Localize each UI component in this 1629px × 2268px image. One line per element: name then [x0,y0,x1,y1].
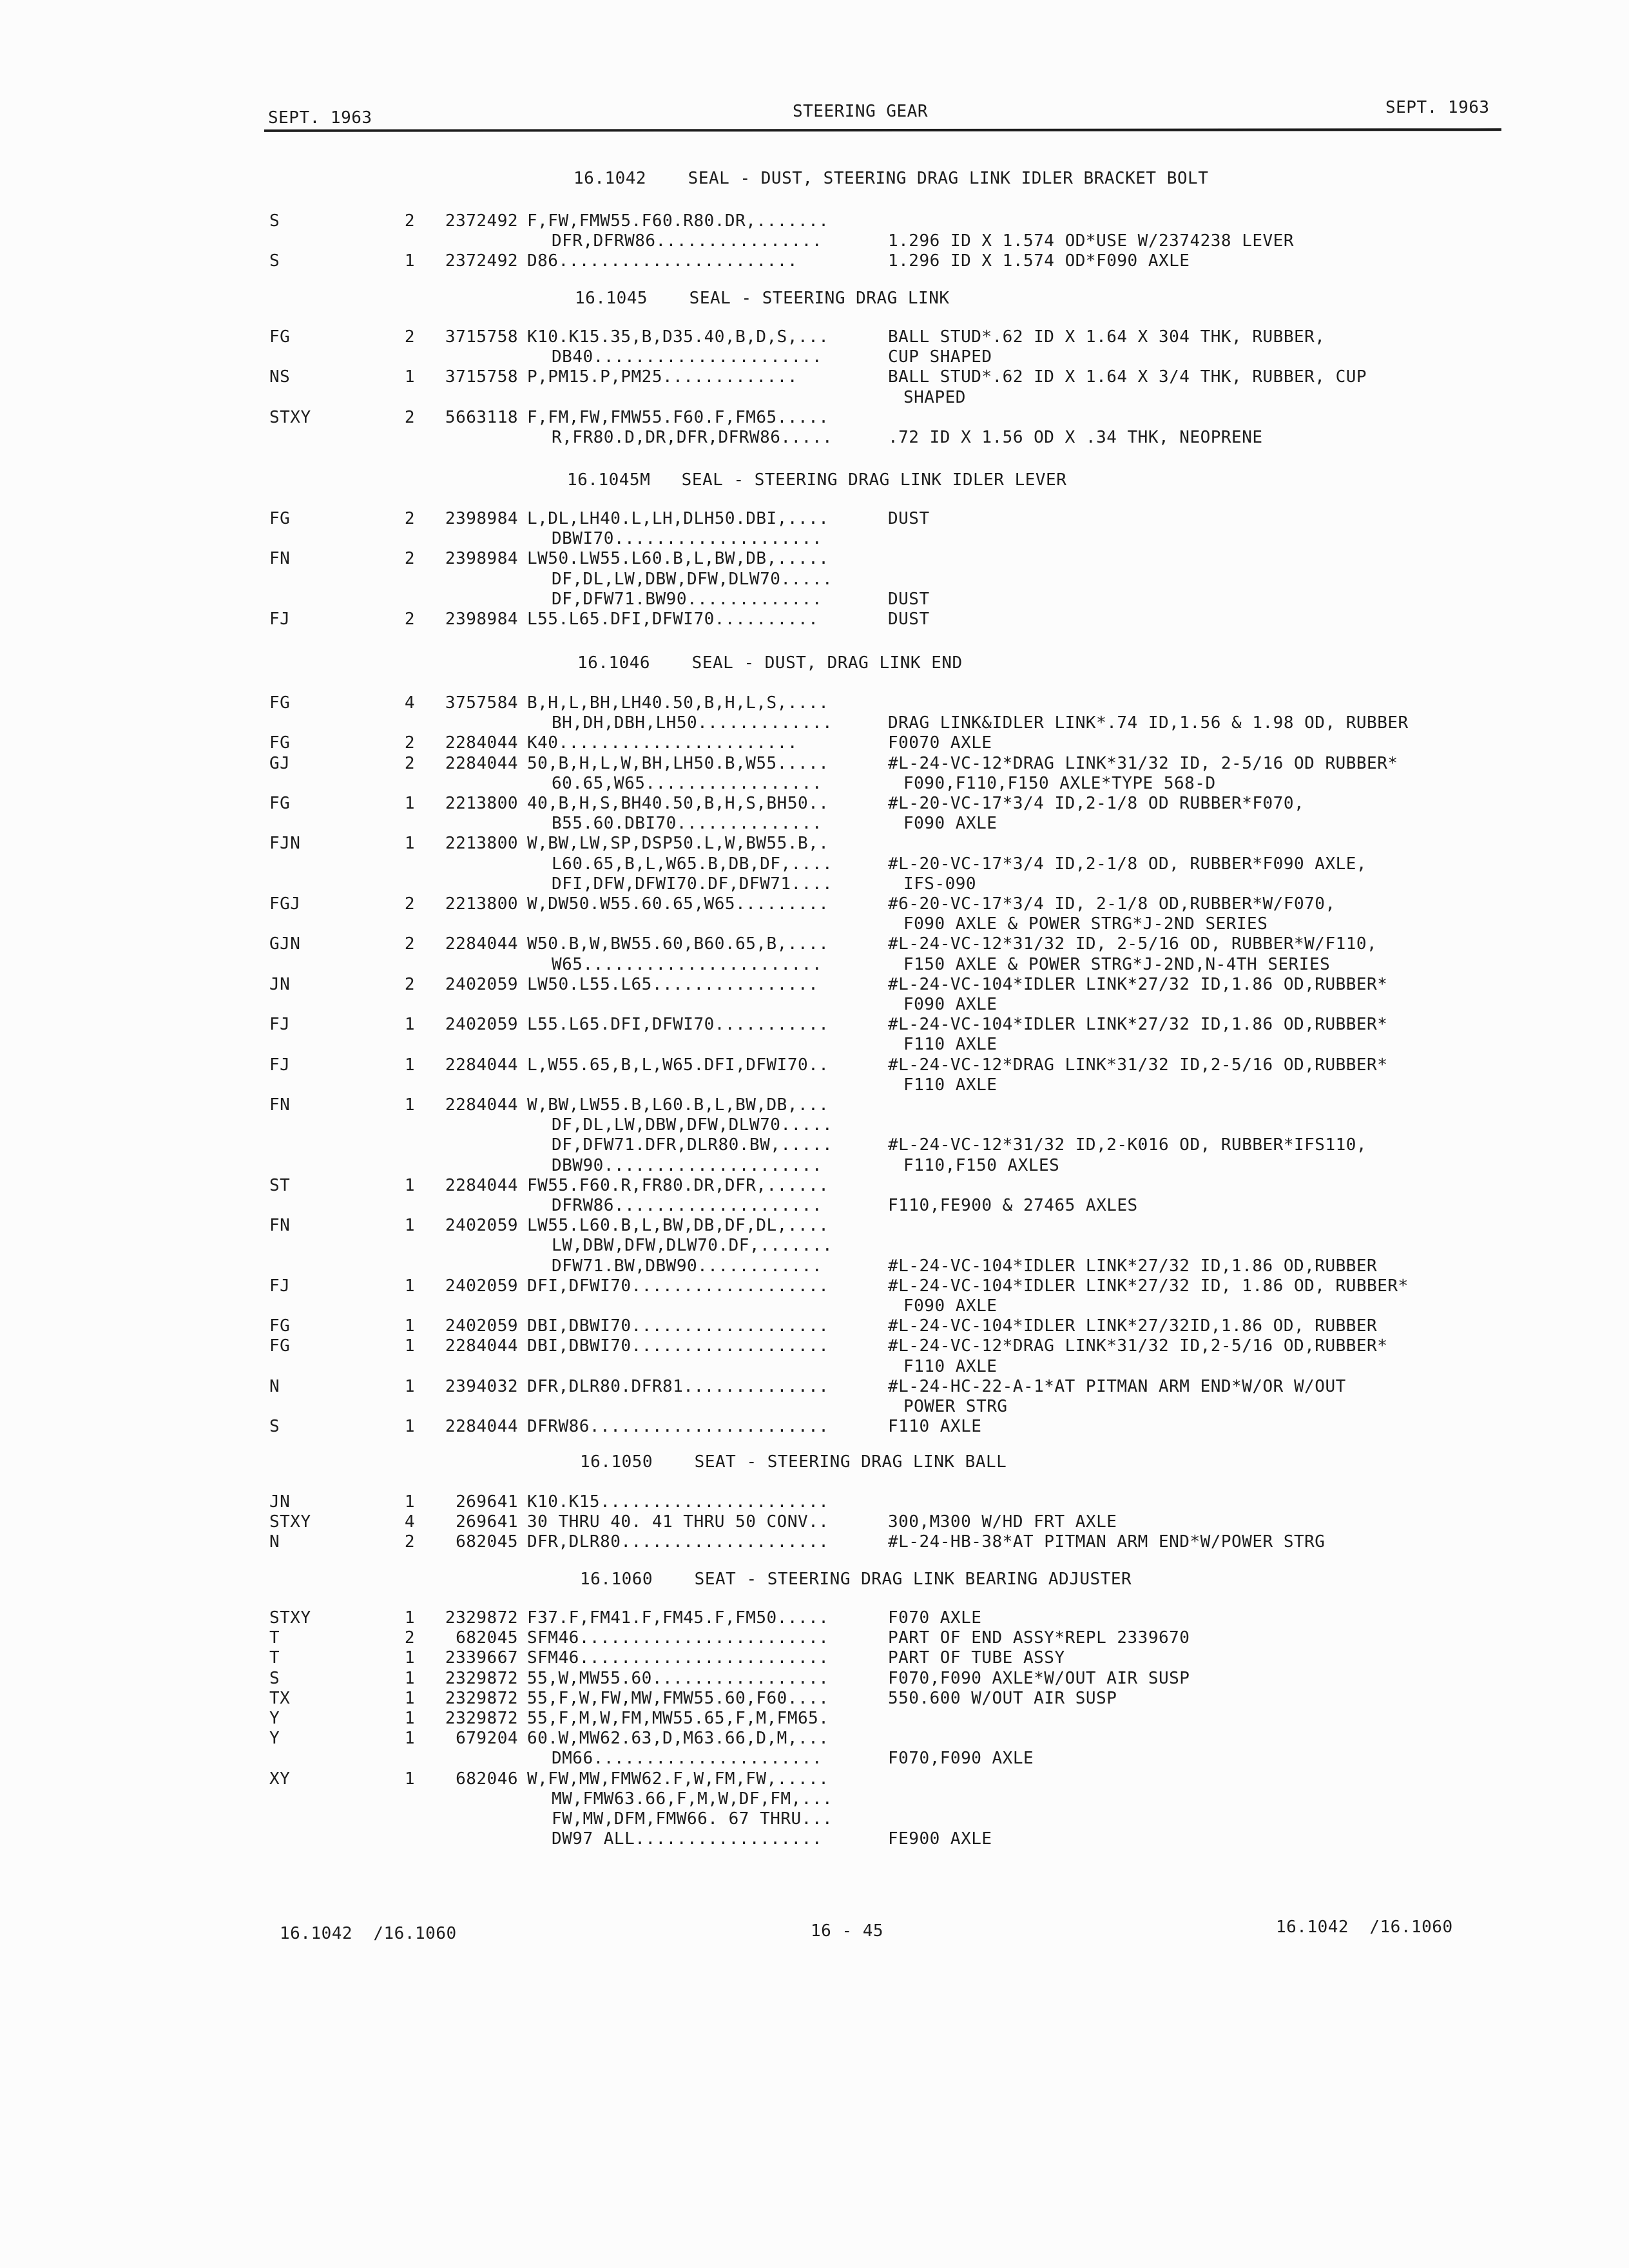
application-models: MW,FMW63.66,F,M,W,DF,FM,... [552,1789,833,1809]
description: #L-24-VC-104*IDLER LINK*27/32ID,1.86 OD, RUBBER [888,1316,1378,1336]
table-row [0,327,1629,348]
table-row [0,1035,1629,1055]
part-number: 2339667 [445,1648,518,1668]
table-row [0,509,1629,530]
part-number: 2284044 [445,1175,518,1195]
table-row [0,1608,1629,1629]
quantity: 1 [404,1688,415,1708]
part-number: 2402059 [445,974,518,994]
model-code: FG [269,327,291,347]
model-code: S [269,251,280,271]
table-row [0,713,1629,734]
table-row [0,1377,1629,1398]
model-code: STXY [269,1512,311,1532]
quantity: 1 [404,1055,415,1075]
quantity: 1 [404,1709,415,1728]
quantity: 1 [404,1376,415,1396]
part-number: 2213800 [445,794,518,813]
part-number: 3715758 [445,367,518,387]
table-row [0,1216,1629,1236]
application-models: SFM46........................ [527,1628,829,1648]
part-number: 682045 [456,1628,518,1648]
quantity: 1 [404,1216,415,1236]
quantity: 2 [404,1628,415,1648]
application-models: LW,DBW,DFW,DLW70.DF,....... [552,1236,833,1256]
description: #L-20-VC-17*3/4 ID,2-1/8 OD, RUBBER*F090 AXLE, [888,854,1367,874]
description: #L-24-VC-104*IDLER LINK*27/32 ID, 1.86 OD, RUBBER* [888,1276,1409,1296]
table-row [0,1809,1629,1830]
part-number: 2329872 [445,1668,518,1688]
description: 550.600 W/OUT AIR SUSP [888,1688,1117,1708]
description: F110 AXLE [888,1417,982,1437]
application-models: DFR,DLR80.................... [527,1532,829,1552]
part-number: 2284044 [445,753,518,773]
table-row [0,590,1629,610]
table-row [0,1256,1629,1277]
table-row [0,1689,1629,1709]
quantity: 1 [404,1492,415,1512]
application-models: SFM46........................ [527,1648,829,1668]
part-number: 2372492 [445,211,518,231]
part-number: 2284044 [445,1055,518,1075]
model-code: FGJ [269,894,301,914]
table-row [0,549,1629,570]
section-title: 16.1060 SEAT - STEERING DRAG LINK BEARING ADJUSTER [580,1570,1132,1589]
application-models: DF,DL,LW,DBW,DFW,DLW70..... [552,1115,833,1135]
model-code: FJ [269,1276,291,1296]
table-row [0,1336,1629,1357]
model-code: STXY [269,407,311,427]
model-code: FG [269,693,291,713]
description: F110,F150 AXLES [903,1155,1060,1175]
description: PART OF END ASSY*REPL 2339670 [888,1628,1190,1648]
table-row [0,934,1629,955]
table-row [0,814,1629,834]
description: F070,F090 AXLE*W/OUT AIR SUSP [888,1668,1190,1688]
part-number: 2329872 [445,1709,518,1728]
description: #L-24-VC-104*IDLER LINK*27/32 ID,1.86 OD,RUBBER [888,1256,1378,1276]
table-row [0,1729,1629,1749]
description: PART OF TUBE ASSY [888,1648,1065,1668]
quantity: 1 [404,794,415,813]
application-models: D86....................... [527,251,798,271]
description: CUP SHAPED [888,347,992,367]
page-number: 16 - 45 [811,1921,884,1941]
application-models: L,DL,LH40.L,LH,DLH50.DBI,.... [527,509,829,528]
application-models: K40....................... [527,733,798,753]
quantity: 1 [404,251,415,271]
description: #6-20-VC-17*3/4 ID, 2-1/8 OD,RUBBER*W/F070, [888,894,1336,914]
application-models: DF,DFW71.BW90............. [552,589,822,609]
quantity: 1 [404,1729,415,1749]
application-models: F,FM,FW,FMW55.F60.F,FM65..... [527,407,829,427]
table-row [0,1669,1629,1689]
application-models: DBWI70.................... [552,529,822,549]
table-row [0,995,1629,1015]
quantity: 4 [404,1512,415,1532]
application-models: 60.65,W65................. [552,773,822,793]
description: F090 AXLE [903,1296,998,1316]
part-number: 2284044 [445,733,518,753]
table-row [0,1276,1629,1297]
part-number: 2402059 [445,1216,518,1236]
description: F090 AXLE [903,814,998,834]
application-models: LW50.LW55.L60.B,L,BW,DB,..... [527,549,829,569]
table-row [0,1015,1629,1035]
quantity: 2 [404,211,415,231]
description: #L-24-VC-12*DRAG LINK*31/32 ID, 2-5/16 OD RUBBER* [888,753,1398,773]
quantity: 1 [404,1648,415,1668]
header-rule [264,128,1501,132]
quantity: 1 [404,1276,415,1296]
header-title: STEERING GEAR [793,102,928,121]
table-row [0,1648,1629,1669]
model-code: STXY [269,1608,311,1628]
model-code: FJN [269,834,301,854]
application-models: B55.60.DBI70.............. [552,814,822,834]
application-models: DF,DL,LW,DBW,DFW,DLW70..... [552,569,833,589]
part-number: 2402059 [445,1015,518,1035]
part-number: 2329872 [445,1608,518,1628]
description: SHAPED [903,387,966,407]
model-code: FN [269,1216,291,1236]
description: F110 AXLE [903,1035,998,1055]
model-code: FN [269,1095,291,1115]
model-code: FG [269,794,291,813]
application-models: P,PM15.P,PM25............. [527,367,798,387]
model-code: FG [269,509,291,528]
application-models: DFRW86....................... [527,1417,829,1437]
application-models: K10.K15.35,B,D35.40,B,D,S,... [527,327,829,347]
quantity: 2 [404,549,415,569]
quantity: 2 [404,1532,415,1552]
description: 1.296 ID X 1.574 OD*F090 AXLE [888,251,1190,271]
description: #L-24-VC-12*31/32 ID, 2-5/16 OD, RUBBER*W/F110, [888,934,1378,954]
section-title: 16.1046 SEAL - DUST, DRAG LINK END [577,653,963,673]
quantity: 2 [404,753,415,773]
application-models: 55,W,MW55.60................. [527,1668,829,1688]
application-models: W65....................... [552,954,822,974]
application-models: F37.F,FM41.F,FM45.F,FM50..... [527,1608,829,1628]
model-code: FG [269,733,291,753]
application-models: W,FW,MW,FMW62.F,W,FM,FW,..... [527,1769,829,1789]
table-row [0,1236,1629,1256]
quantity: 1 [404,367,415,387]
table-row [0,1512,1629,1533]
table-row [0,231,1629,252]
table-row [0,834,1629,854]
section-title: 16.1045M SEAL - STEERING DRAG LINK IDLER LEVER [567,470,1067,490]
model-code: FJ [269,1015,291,1035]
application-models: 55,F,W,FW,MW,FMW55.60,F60.... [527,1688,829,1708]
description: DUST [888,509,930,528]
quantity: 1 [404,1769,415,1789]
part-number: 269641 [456,1512,518,1532]
quantity: 1 [404,834,415,854]
application-models: DM66...................... [552,1749,822,1769]
model-code: FJ [269,1055,291,1075]
model-code: T [269,1648,280,1668]
table-row [0,1156,1629,1177]
part-number: 682045 [456,1532,518,1552]
part-number: 5663118 [445,407,518,427]
application-models: DFR,DFRW86................ [552,231,822,251]
application-models: W,BW,LW55.B,L60.B,L,BW,DB,... [527,1095,829,1115]
part-number: 269641 [456,1492,518,1512]
application-models: F,FW,FMW55.F60.R80.DR,....... [527,211,829,231]
application-models: DW97 ALL.................. [552,1829,822,1849]
description: #L-24-VC-12*DRAG LINK*31/32 ID,2-5/16 OD,RUBBER* [888,1055,1388,1075]
quantity: 1 [404,1668,415,1688]
table-row [0,1628,1629,1649]
table-row [0,794,1629,814]
part-number: 682046 [456,1769,518,1789]
application-models: DBI,DBWI70................... [527,1336,829,1356]
description: F090 AXLE & POWER STRG*J-2ND SERIES [903,914,1268,934]
footer-range-left: 16.1042 /16.1060 [280,1924,457,1943]
application-models: FW55.F60.R,FR80.DR,DFR,...... [527,1175,829,1195]
model-code: TX [269,1688,291,1708]
description: F0070 AXLE [888,733,992,753]
table-row [0,975,1629,995]
description: F090 AXLE [903,995,998,1014]
application-models: W,BW,LW,SP,DSP50.L,W,BW55.B,. [527,834,829,854]
description: BALL STUD*.62 ID X 1.64 X 304 THK, RUBBER, [888,327,1325,347]
part-number: 2284044 [445,1417,518,1437]
table-row [0,1417,1629,1437]
part-number: 2398984 [445,549,518,569]
part-number: 3715758 [445,327,518,347]
model-code: FJ [269,610,291,629]
description: F110,FE900 & 27465 AXLES [888,1196,1138,1215]
table-row [0,955,1629,975]
quantity: 2 [404,974,415,994]
model-code: ST [269,1175,291,1195]
description: 300,M300 W/HD FRT AXLE [888,1512,1117,1532]
table-row [0,854,1629,875]
application-models: DFW71.BW,DBW90............ [552,1256,822,1276]
table-row [0,914,1629,935]
description: BALL STUD*.62 ID X 1.64 X 3/4 THK, RUBBER, CUP [888,367,1367,387]
part-number: 3757584 [445,693,518,713]
application-models: L55.L65.DFI,DFWI70.......... [527,610,819,629]
quantity: 1 [404,1316,415,1336]
application-models: B,H,L,BH,LH40.50,B,H,L,S,.... [527,693,829,713]
application-models: 30 THRU 40. 41 THRU 50 CONV.. [527,1512,829,1532]
model-code: S [269,1417,280,1437]
footer-range-right: 16.1042 /16.1060 [1276,1917,1453,1937]
quantity: 1 [404,1175,415,1195]
part-number: 2213800 [445,894,518,914]
model-code: S [269,1668,280,1688]
table-row [0,388,1629,408]
description: #L-24-VC-12*31/32 ID,2-K016 OD, RUBBER*IFS110, [888,1135,1367,1155]
model-code: N [269,1376,280,1396]
application-models: W50.B,W,BW55.60,B60.65,B,.... [527,934,829,954]
description: F110 AXLE [903,1356,998,1376]
quantity: 2 [404,934,415,954]
part-number: 679204 [456,1729,518,1749]
quantity: 1 [404,1417,415,1437]
table-row [0,754,1629,774]
application-models: 50,B,H,L,W,BH,LH50.B,W55..... [527,753,829,773]
application-models: LW50.L55.L65................ [527,974,819,994]
model-code: FN [269,549,291,569]
table-row [0,1075,1629,1096]
table-row [0,733,1629,754]
application-models: DBW90..................... [552,1155,822,1175]
table-row [0,1095,1629,1116]
description: F070,F090 AXLE [888,1749,1034,1769]
table-row [0,1296,1629,1317]
quantity: 1 [404,1015,415,1035]
model-code: JN [269,1492,291,1512]
model-code: NS [269,367,291,387]
table-row [0,251,1629,272]
section-title: 16.1050 SEAT - STEERING DRAG LINK BALL [580,1452,1007,1472]
description: #L-24-VC-104*IDLER LINK*27/32 ID,1.86 OD,RUBBER* [888,1015,1388,1035]
table-row [0,1789,1629,1810]
description: .72 ID X 1.56 OD X .34 THK, NEOPRENE [888,428,1263,447]
description: F110 AXLE [903,1075,998,1095]
quantity: 1 [404,1095,415,1115]
table-row [0,1357,1629,1378]
application-models: FW,MW,DFM,FMW66. 67 THRU... [552,1809,833,1829]
table-row [0,1196,1629,1216]
application-models: LW55.L60.B,L,BW,DB,DF,DL,.... [527,1216,829,1236]
model-code: GJN [269,934,301,954]
table-row [0,1769,1629,1790]
part-number: 2329872 [445,1688,518,1708]
table-row [0,347,1629,368]
model-code: N [269,1532,280,1552]
quantity: 2 [404,610,415,629]
part-number: 2402059 [445,1276,518,1296]
quantity: 1 [404,1336,415,1356]
model-code: Y [269,1709,280,1728]
table-row [0,367,1629,388]
description: DRAG LINK&IDLER LINK*.74 ID,1.56 & 1.98 OD, RUBBER [888,713,1409,733]
application-models: DB40...................... [552,347,822,367]
table-row [0,774,1629,794]
model-code: Y [269,1729,280,1749]
application-models: BH,DH,DBH,LH50............. [552,713,833,733]
application-models: W,DW50.W55.60.65,W65......... [527,894,829,914]
part-number: 2284044 [445,934,518,954]
description: F070 AXLE [888,1608,982,1628]
header-date-right: SEPT. 1963 [1385,98,1490,117]
table-row [0,1176,1629,1196]
table-row [0,1492,1629,1513]
description: DUST [888,589,930,609]
table-row [0,1749,1629,1769]
model-code: XY [269,1769,291,1789]
table-row [0,1397,1629,1418]
quantity: 1 [404,1608,415,1628]
description: DUST [888,610,930,629]
table-row [0,1532,1629,1553]
quantity: 4 [404,693,415,713]
quantity: 2 [404,509,415,528]
quantity: 2 [404,327,415,347]
table-row [0,428,1629,448]
table-row [0,874,1629,895]
part-number: 2402059 [445,1316,518,1336]
model-code: FG [269,1336,291,1356]
table-row [0,693,1629,714]
description: #L-20-VC-17*3/4 ID,2-1/8 OD RUBBER*F070, [888,794,1305,813]
application-models: 55,F,M,W,FM,MW55.65,F,M,FM65. [527,1709,829,1728]
part-number: 2394032 [445,1376,518,1396]
header-date-left: SEPT. 1963 [268,108,372,128]
table-row [0,894,1629,915]
model-code: FG [269,1316,291,1336]
description: 1.296 ID X 1.574 OD*USE W/2374238 LEVER [888,231,1294,251]
application-models: DFRW86.................... [552,1196,822,1215]
application-models: DBI,DBWI70................... [527,1316,829,1336]
table-row [0,1055,1629,1076]
section-title: 16.1042 SEAL - DUST, STEERING DRAG LINK IDLER BRACKET BOLT [574,169,1209,188]
table-row [0,529,1629,550]
application-models: DF,DFW71.DFR,DLR80.BW,..... [552,1135,833,1155]
part-number: 2398984 [445,610,518,629]
part-number: 2398984 [445,509,518,528]
model-code: S [269,211,280,231]
application-models: 40,B,H,S,BH40.50,B,H,S,BH50.. [527,794,829,813]
table-row [0,1316,1629,1337]
application-models: DFR,DLR80.DFR81.............. [527,1376,829,1396]
table-row [0,1115,1629,1136]
description: IFS-090 [903,874,977,894]
application-models: L60.65,B,L,W65.B,DB,DF,.... [552,854,833,874]
table-row [0,1709,1629,1729]
quantity: 2 [404,894,415,914]
application-models: K10.K15...................... [527,1492,829,1512]
description: #L-24-HB-38*AT PITMAN ARM END*W/POWER STRG [888,1532,1325,1552]
table-row [0,610,1629,630]
description: #L-24-VC-104*IDLER LINK*27/32 ID,1.86 OD,RUBBER* [888,974,1388,994]
model-code: GJ [269,753,291,773]
table-row [0,570,1629,590]
part-number: 2213800 [445,834,518,854]
model-code: JN [269,974,291,994]
table-row [0,408,1629,428]
description: F090,F110,F150 AXLE*TYPE 568-D [903,773,1216,793]
application-models: 60.W,MW62.63,D,M63.66,D,M,... [527,1729,829,1749]
part-number: 2284044 [445,1095,518,1115]
quantity: 2 [404,733,415,753]
description: #L-24-VC-12*DRAG LINK*31/32 ID,2-5/16 OD,RUBBER* [888,1336,1388,1356]
description: #L-24-HC-22-A-1*AT PITMAN ARM END*W/OR W/OUT [888,1376,1346,1396]
part-number: 2372492 [445,251,518,271]
application-models: DFI,DFW,DFWI70.DF,DFW71.... [552,874,833,894]
table-row [0,1829,1629,1850]
application-models: L55.L65.DFI,DFWI70........... [527,1015,829,1035]
table-row [0,211,1629,232]
table-row [0,1135,1629,1156]
description: F150 AXLE & POWER STRG*J-2ND,N-4TH SERIES [903,954,1331,974]
application-models: DFI,DFWI70................... [527,1276,829,1296]
description: POWER STRG [903,1397,1008,1416]
application-models: R,FR80.D,DR,DFR,DFRW86..... [552,428,833,447]
description: FE900 AXLE [888,1829,992,1849]
model-code: T [269,1628,280,1648]
part-number: 2284044 [445,1336,518,1356]
section-title: 16.1045 SEAL - STEERING DRAG LINK [575,289,950,308]
quantity: 2 [404,407,415,427]
application-models: L,W55.65,B,L,W65.DFI,DFWI70.. [527,1055,829,1075]
